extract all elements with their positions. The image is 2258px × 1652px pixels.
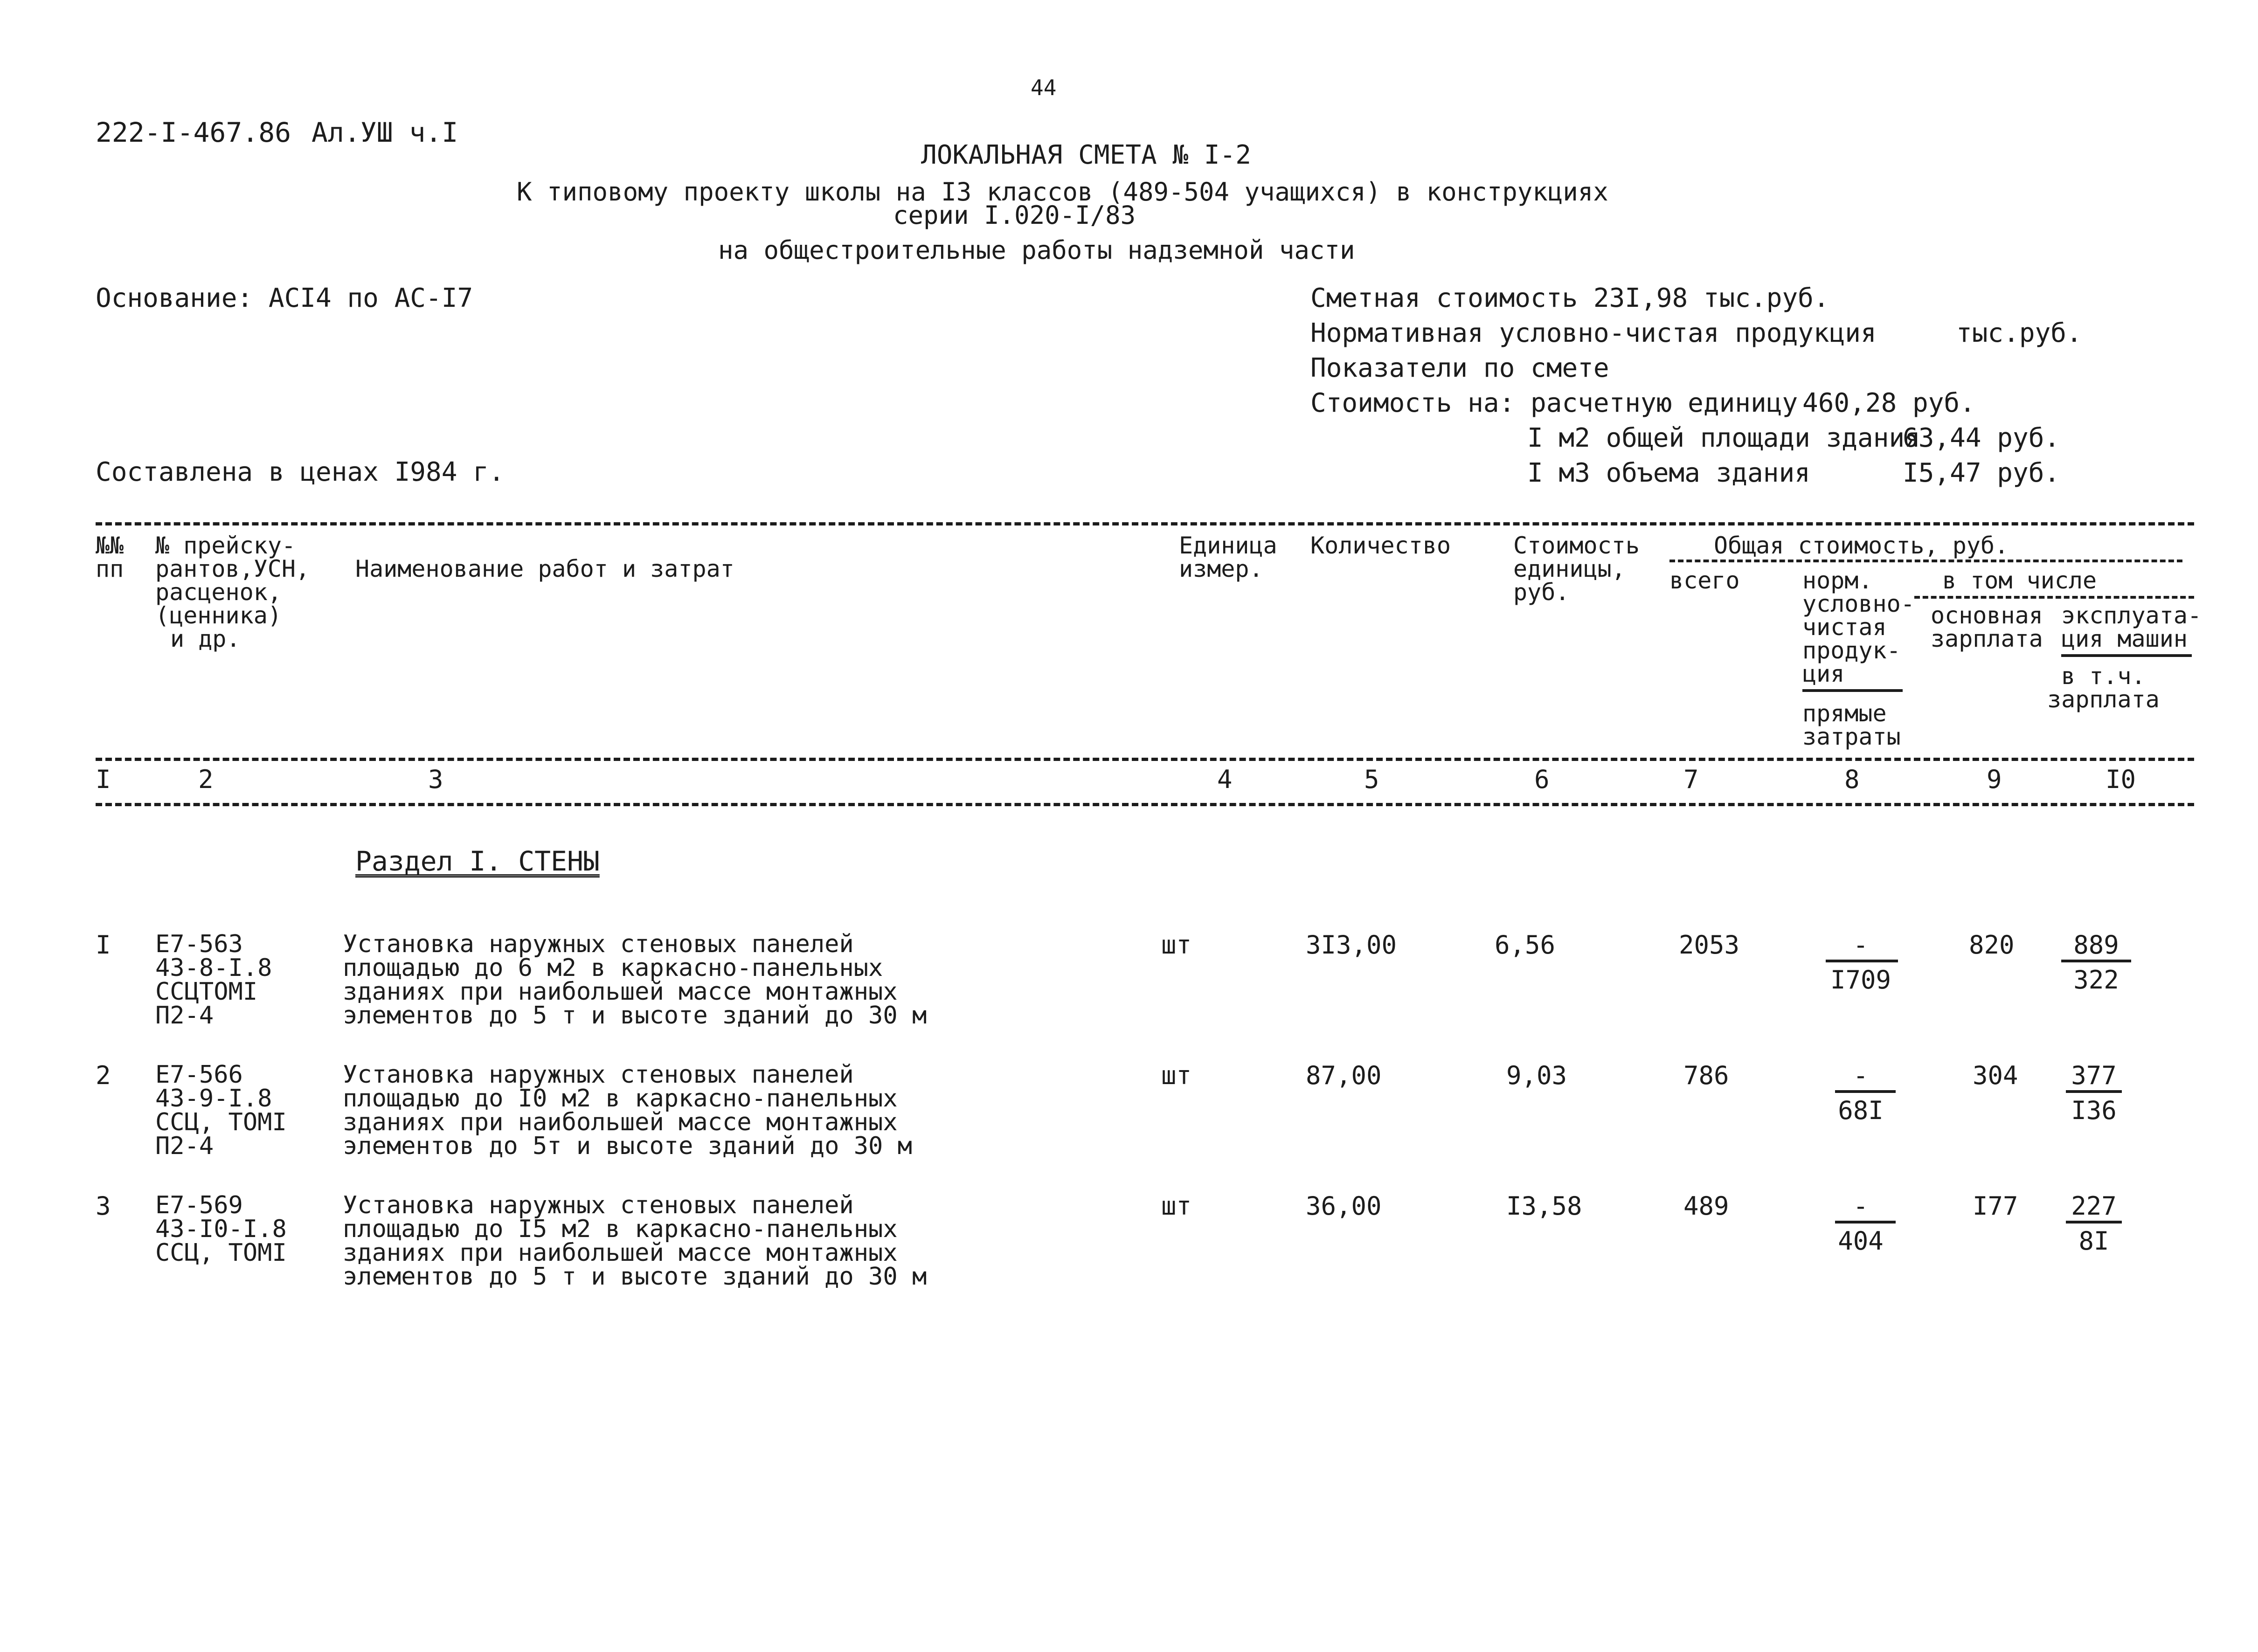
row-machine-fraction-line — [2066, 1090, 2122, 1093]
row-number: 2 — [96, 1061, 111, 1090]
row-code-line: ССЦТОМI — [155, 978, 258, 1006]
row-code-line: 43-8-I.8 — [155, 954, 272, 982]
row-description-line: Установка наружных стеновых панелей — [343, 930, 854, 958]
per-m3-value: I5,47 руб. — [1903, 458, 2060, 488]
header-bottom-rule — [96, 758, 2194, 761]
row-description-line: элементов до 5т и высоте зданий до 30 м — [343, 1132, 912, 1160]
header-num-line1: №№ — [96, 532, 124, 559]
column-number-6: 6 — [1534, 765, 1550, 794]
net-product-unit: тыс.руб. — [1956, 318, 2082, 348]
row-code-line: Е7-563 — [155, 930, 243, 958]
header-machine-wages-line1: в т.ч. — [2061, 663, 2146, 690]
row-wages: 304 — [1973, 1061, 2018, 1090]
row-description-line: Установка наружных стеновых панелей — [343, 1191, 854, 1219]
row-machine-wages: 322 — [2073, 965, 2119, 995]
header-code-line2: рантов,УСН, — [155, 555, 310, 582]
row-description-line: Установка наружных стеновых панелей — [343, 1061, 854, 1089]
column-numbers-rule — [96, 803, 2194, 806]
row-net-fraction-line — [1826, 960, 1898, 962]
row-description-line: площадью до I5 м2 в каркасно-панельных — [343, 1215, 898, 1243]
row-description-line: площадью до 6 м2 в каркасно-панельных — [343, 954, 883, 982]
row-unit-cost: 6,56 — [1495, 930, 1556, 960]
header-net-line4: продук- — [1802, 637, 1901, 664]
header-net-divider — [1802, 689, 1903, 692]
header-machines-line1: эксплуата- — [2061, 602, 2202, 629]
header-machines-divider — [2061, 654, 2192, 657]
header-unitcost-line1: Стоимость — [1513, 532, 1640, 559]
header-unit-line1: Единица — [1179, 532, 1277, 559]
row-code-line: Е7-566 — [155, 1061, 243, 1089]
section-title: Раздел I. СТЕНЫ — [355, 845, 600, 877]
header-total: всего — [1669, 567, 1740, 594]
header-work-name: Наименование работ и затрат — [355, 555, 734, 582]
header-net-line2: условно- — [1802, 590, 1915, 617]
row-unit-cost: 9,03 — [1506, 1061, 1567, 1090]
row-net-product: - — [1853, 1191, 1869, 1221]
row-quantity: 3I3,00 — [1306, 930, 1397, 960]
subtitle-project: К типовому проекту школы на I3 классов (489-504 учащихся) в конструкциях — [517, 177, 1608, 207]
document-title: ЛОКАЛЬНАЯ СМЕТА № I-2 — [921, 140, 1252, 170]
row-direct-costs: I709 — [1830, 965, 1891, 995]
row-total: 489 — [1683, 1191, 1729, 1221]
header-code-line1: № прейску- — [155, 532, 296, 559]
header-direct-line1: прямые — [1802, 700, 1887, 727]
row-description-line: элементов до 5 т и высоте зданий до 30 м — [343, 1002, 927, 1030]
header-total-rule — [1669, 560, 2182, 562]
row-description-line: зданиях при наибольшей массе монтажных — [343, 978, 898, 1006]
indicators-label: Показатели по смете — [1310, 353, 1609, 383]
row-number: I — [96, 930, 111, 960]
column-number-8: 8 — [1844, 765, 1860, 794]
doc-code: 222-I-467.86 — [96, 117, 291, 148]
per-m3-label: I м3 объема здания — [1527, 458, 1810, 488]
row-number: 3 — [96, 1191, 111, 1221]
column-number-1: I — [96, 765, 111, 794]
row-code-line: Е7-569 — [155, 1191, 243, 1219]
header-net-line3: чистая — [1802, 614, 1887, 641]
column-number-4: 4 — [1217, 765, 1233, 794]
column-number-9: 9 — [1987, 765, 2002, 794]
header-total-cost-group: Общая стоимость, руб. — [1714, 532, 2009, 559]
table-top-rule — [96, 522, 2194, 525]
row-unit: шт — [1161, 1061, 1192, 1090]
row-machine-wages: I36 — [2071, 1096, 2117, 1125]
per-m2-value: 63,44 руб. — [1903, 423, 2060, 453]
column-number-7: 7 — [1683, 765, 1699, 794]
row-machine-operation: 227 — [2071, 1191, 2117, 1221]
row-code-line: 43-I0-I.8 — [155, 1215, 287, 1243]
header-wages-line1: основная — [1931, 602, 2043, 629]
row-code-line: 43-9-I.8 — [155, 1085, 272, 1113]
header-code-line3: расценок, — [155, 579, 282, 606]
row-code-line: ССЦ, ТОМI — [155, 1239, 287, 1267]
column-number-5: 5 — [1364, 765, 1379, 794]
row-total: 786 — [1683, 1061, 1729, 1090]
row-code-line: П2-4 — [155, 1002, 214, 1030]
per-unit-label: Стоимость на: расчетную единицу — [1310, 388, 1798, 418]
row-description-line: зданиях при наибольшей массе монтажных — [343, 1239, 898, 1267]
row-unit-cost: I3,58 — [1506, 1191, 1582, 1221]
header-net-line1: норм. — [1802, 567, 1873, 594]
row-net-product: - — [1853, 1061, 1869, 1090]
row-net-fraction-line — [1835, 1221, 1896, 1223]
prices-year: Составлена в ценах I984 г. — [96, 457, 505, 487]
row-wages: I77 — [1973, 1191, 2018, 1221]
row-direct-costs: 68I — [1838, 1096, 1884, 1125]
row-quantity: 36,00 — [1306, 1191, 1382, 1221]
album-ref: Ал.УШ ч.I — [312, 117, 458, 148]
column-number-2: 2 — [198, 765, 214, 794]
column-number-10: I0 — [2106, 765, 2136, 794]
header-code-line5: и др. — [170, 625, 241, 652]
estimated-cost: Сметная стоимость 23I,98 тыс.руб. — [1310, 283, 1829, 313]
header-wages-line2: зарплата — [1931, 625, 2043, 652]
header-machine-wages-line2: зарплата — [2047, 686, 2160, 713]
header-including: в том числе — [1942, 567, 2097, 594]
header-num-line2: пп — [96, 555, 124, 582]
header-unit-line2: измер. — [1179, 555, 1263, 582]
subtitle-series: серии I.020-I/83 — [893, 200, 1136, 230]
per-unit-value: 460,28 руб. — [1802, 388, 1975, 418]
per-m2-label: I м2 общей площади здания — [1527, 423, 1920, 453]
row-wages: 820 — [1969, 930, 2015, 960]
basis: Основание: АСI4 по АС-I7 — [96, 283, 473, 313]
subtitle-scope: на общестроительные работы надземной части — [718, 235, 1355, 265]
row-code-line: ССЦ, ТОМI — [155, 1108, 287, 1136]
page-number: 44 — [1031, 75, 1057, 100]
net-product-label: Нормативная условно-чистая продукция — [1310, 318, 1877, 348]
row-description-line: площадью до I0 м2 в каркасно-панельных — [343, 1085, 898, 1113]
row-total: 2053 — [1679, 930, 1740, 960]
header-direct-line2: затраты — [1802, 723, 1901, 750]
row-unit: шт — [1161, 1191, 1192, 1221]
row-machine-wages: 8I — [2078, 1226, 2109, 1256]
row-direct-costs: 404 — [1838, 1226, 1884, 1256]
row-code-line: П2-4 — [155, 1132, 214, 1160]
header-unitcost-line3: руб. — [1513, 579, 1570, 606]
row-description-line: зданиях при наибольшей массе монтажных — [343, 1108, 898, 1136]
row-unit: шт — [1161, 930, 1192, 960]
header-machines-line2: ция машин — [2061, 625, 2188, 652]
row-machine-operation: 889 — [2073, 930, 2119, 960]
row-machine-fraction-line — [2061, 960, 2131, 962]
header-code-line4: (ценника) — [155, 602, 282, 629]
row-net-product: - — [1853, 930, 1869, 960]
row-machine-operation: 377 — [2071, 1061, 2117, 1090]
row-net-fraction-line — [1835, 1090, 1896, 1093]
row-description-line: элементов до 5 т и высоте зданий до 30 м — [343, 1263, 927, 1291]
row-machine-fraction-line — [2066, 1221, 2122, 1223]
column-number-3: 3 — [428, 765, 443, 794]
header-unitcost-line2: единицы, — [1513, 555, 1626, 582]
header-including-rule — [1914, 596, 2194, 599]
row-quantity: 87,00 — [1306, 1061, 1382, 1090]
header-net-line5: ция — [1802, 660, 1845, 687]
header-quantity: Количество — [1310, 532, 1451, 559]
